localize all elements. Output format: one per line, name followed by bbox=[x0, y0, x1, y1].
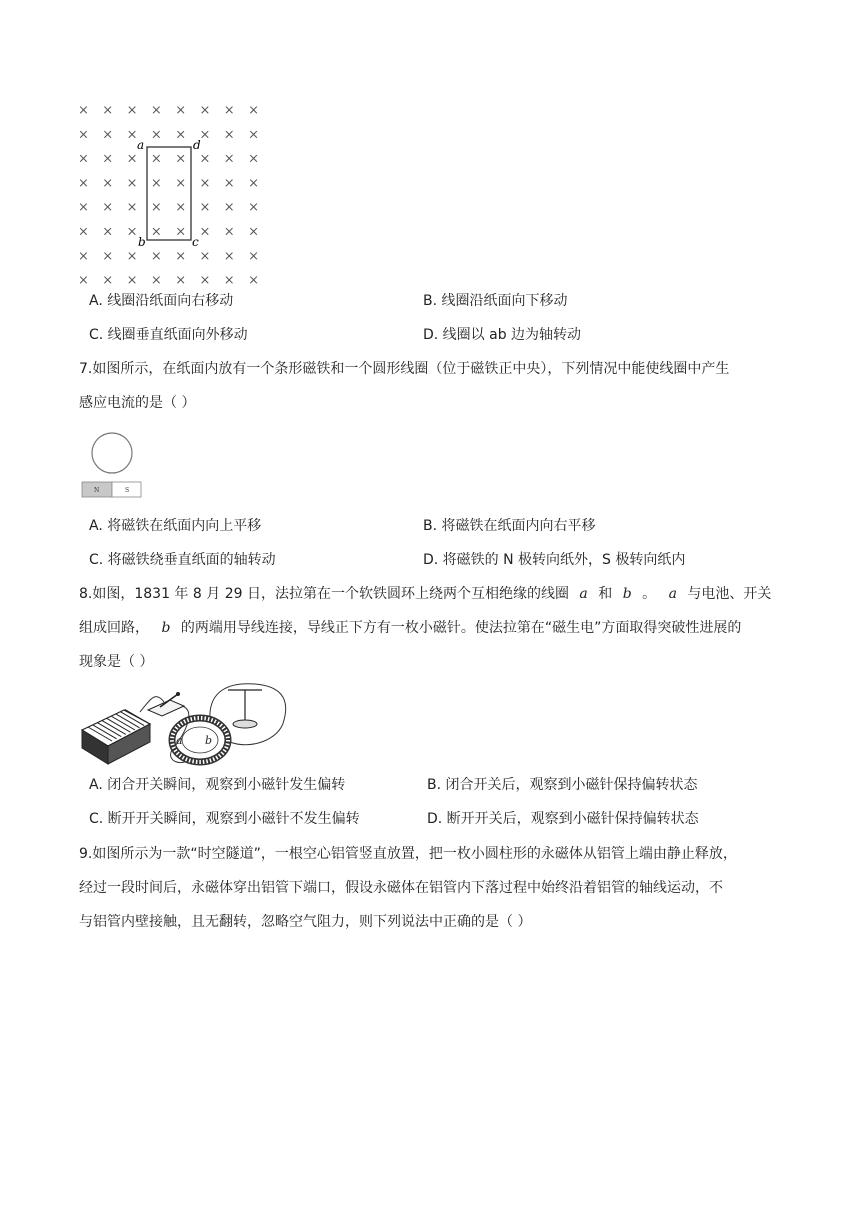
field-cross: × bbox=[199, 248, 211, 264]
switch-icon bbox=[148, 692, 184, 716]
q8-var-b-2: b bbox=[161, 620, 171, 636]
field-cross: × bbox=[248, 200, 260, 216]
field-cross: × bbox=[199, 273, 211, 289]
field-cross: × bbox=[175, 273, 187, 289]
q7-stem-line2: 感应电流的是（ ） bbox=[79, 395, 196, 411]
field-cross: × bbox=[199, 200, 211, 216]
field-cross: × bbox=[175, 248, 187, 264]
label-d: d bbox=[193, 138, 201, 152]
field-cross: × bbox=[175, 103, 187, 118]
field-cross: × bbox=[175, 151, 187, 167]
field-cross: × bbox=[126, 127, 138, 143]
field-cross: × bbox=[223, 224, 235, 240]
field-cross: × bbox=[248, 273, 260, 289]
field-cross: × bbox=[102, 151, 114, 167]
battery-icon bbox=[82, 709, 150, 764]
field-cross: × bbox=[248, 151, 260, 167]
q8-option-c[interactable]: C. 断开开关瞬间，观察到小磁针不发生偏转 bbox=[89, 811, 360, 827]
q8-option-d[interactable]: D. 断开开关后，观察到小磁针保持偏转状态 bbox=[427, 811, 699, 827]
q8-var-a: a bbox=[579, 586, 588, 602]
field-cross: × bbox=[223, 175, 235, 191]
field-cross: × bbox=[102, 103, 114, 118]
field-cross: × bbox=[150, 103, 162, 118]
field-cross: × bbox=[199, 151, 211, 167]
field-cross: × bbox=[126, 151, 138, 167]
q6-option-b[interactable]: B. 线圈沿纸面向下移动 bbox=[423, 293, 568, 309]
label-a: a bbox=[137, 138, 145, 152]
field-cross: × bbox=[150, 200, 162, 216]
compass-needle-icon bbox=[228, 690, 262, 728]
field-cross: × bbox=[126, 175, 138, 191]
field-cross: × bbox=[223, 127, 235, 143]
q8-option-b[interactable]: B. 闭合开关后，观察到小磁针保持偏转状态 bbox=[427, 777, 698, 793]
field-cross: × bbox=[78, 224, 89, 240]
field-cross: × bbox=[223, 200, 235, 216]
field-cross: × bbox=[102, 175, 114, 191]
field-cross: × bbox=[223, 103, 235, 118]
iron-ring bbox=[172, 718, 228, 762]
q8-faraday-figure bbox=[80, 680, 290, 770]
q8-line2-part1: 组成回路， bbox=[79, 620, 149, 636]
field-cross: × bbox=[102, 224, 114, 240]
q8-line1-part1: 8.如图，1831 年 8 月 29 日，法拉第在一个软铁圆环上绕两个互相绝缘的线圈 bbox=[79, 586, 569, 602]
q6-option-c[interactable]: C. 线圈垂直纸面向外移动 bbox=[89, 327, 248, 343]
q7-option-c[interactable]: C. 将磁铁绕垂直纸面的轴转动 bbox=[89, 552, 276, 568]
magnet-n-label: N bbox=[94, 487, 100, 494]
field-cross: × bbox=[150, 224, 162, 240]
q7-option-d[interactable]: D. 将磁铁的 N 极转向纸外，S 极转向纸内 bbox=[423, 552, 686, 568]
field-cross: × bbox=[175, 127, 187, 143]
ring-label-a: a bbox=[176, 734, 183, 747]
field-cross: × bbox=[102, 200, 114, 216]
field-cross: × bbox=[175, 224, 187, 240]
q9-stem-line2: 经过一段时间后，永磁体穿出铝管下端口，假设永磁体在铝管内下落过程中始终沿着铝管的轴线运动，不 bbox=[79, 880, 723, 896]
field-cross: × bbox=[199, 175, 211, 191]
q6-field-figure bbox=[72, 98, 272, 292]
field-cross: × bbox=[78, 103, 89, 118]
field-cross: × bbox=[102, 127, 114, 143]
q8-stem-line2 bbox=[79, 618, 741, 638]
field-cross: × bbox=[175, 200, 187, 216]
q8-stem-line1 bbox=[79, 584, 771, 604]
field-cross: × bbox=[126, 273, 138, 289]
q7-option-b[interactable]: B. 将磁铁在纸面内向右平移 bbox=[423, 518, 596, 534]
field-cross: × bbox=[126, 200, 138, 216]
label-c: c bbox=[192, 235, 199, 249]
field-cross: × bbox=[126, 248, 138, 264]
q7-stem-line1: 7.如图所示，在纸面内放有一个条形磁铁和一个圆形线圈（位于磁铁正中央），下列情况中能使线圈中产生 bbox=[79, 361, 730, 377]
field-cross: × bbox=[248, 103, 260, 118]
field-cross: × bbox=[150, 151, 162, 167]
wire-loop-right bbox=[210, 684, 286, 745]
q8-option-a[interactable]: A. 闭合开关瞬间，观察到小磁针发生偏转 bbox=[89, 777, 346, 793]
label-b: b bbox=[138, 235, 146, 249]
field-cross: × bbox=[126, 224, 138, 240]
q7-magnet-figure bbox=[80, 430, 144, 500]
field-cross: × bbox=[78, 200, 89, 216]
field-cross: × bbox=[223, 248, 235, 264]
field-cross: × bbox=[175, 175, 187, 191]
field-cross: × bbox=[248, 248, 260, 264]
q8-var-b: b bbox=[622, 586, 632, 602]
field-cross: × bbox=[78, 175, 89, 191]
field-cross: × bbox=[223, 273, 235, 289]
q6-option-d[interactable]: D. 线圈以 ab 边为轴转动 bbox=[423, 327, 582, 343]
q7-option-a[interactable]: A. 将磁铁在纸面内向上平移 bbox=[89, 518, 262, 534]
q8-stem-line3: 现象是（ ） bbox=[79, 654, 154, 670]
field-cross: × bbox=[199, 103, 211, 118]
ring-label-b: b bbox=[205, 734, 213, 747]
field-cross: × bbox=[150, 175, 162, 191]
field-cross: × bbox=[102, 273, 114, 289]
field-cross: × bbox=[102, 248, 114, 264]
q8-and: 和 bbox=[598, 586, 613, 602]
field-cross: × bbox=[150, 273, 162, 289]
field-cross: × bbox=[78, 248, 89, 264]
q8-sep: 。 bbox=[642, 586, 657, 602]
field-crosses bbox=[78, 103, 259, 288]
magnet-s-label: S bbox=[125, 487, 130, 494]
coil-circle bbox=[92, 433, 132, 473]
field-cross: × bbox=[248, 224, 260, 240]
field-cross: × bbox=[150, 248, 162, 264]
q8-line2-part2: 的两端用导线连接，导线正下方有一枚小磁针。使法拉第在“磁生电”方面取得突破性进展的 bbox=[180, 620, 742, 636]
q9-stem-line3: 与铝管内壁接触，且无翻转，忽略空气阻力，则下列说法中正确的是（ ） bbox=[79, 914, 532, 930]
q6-option-a[interactable]: A. 线圈沿纸面向右移动 bbox=[89, 293, 234, 309]
field-cross: × bbox=[199, 224, 211, 240]
q8-line1-part2: 与电池、开关 bbox=[687, 586, 772, 602]
field-cross: × bbox=[199, 127, 211, 143]
field-cross: × bbox=[78, 273, 89, 289]
field-cross: × bbox=[150, 127, 162, 143]
field-cross: × bbox=[126, 103, 138, 118]
field-cross: × bbox=[248, 127, 260, 143]
field-cross: × bbox=[78, 127, 89, 143]
q9-stem-line1: 9.如图所示为一款“时空隧道”，一根空心铝管竖直放置，把一枚小圆柱形的永磁体从铝管上端由静止释放， bbox=[79, 846, 737, 862]
field-cross: × bbox=[223, 151, 235, 167]
q8-var-a-2: a bbox=[668, 586, 677, 602]
field-cross: × bbox=[248, 175, 260, 191]
field-cross: × bbox=[78, 151, 89, 167]
